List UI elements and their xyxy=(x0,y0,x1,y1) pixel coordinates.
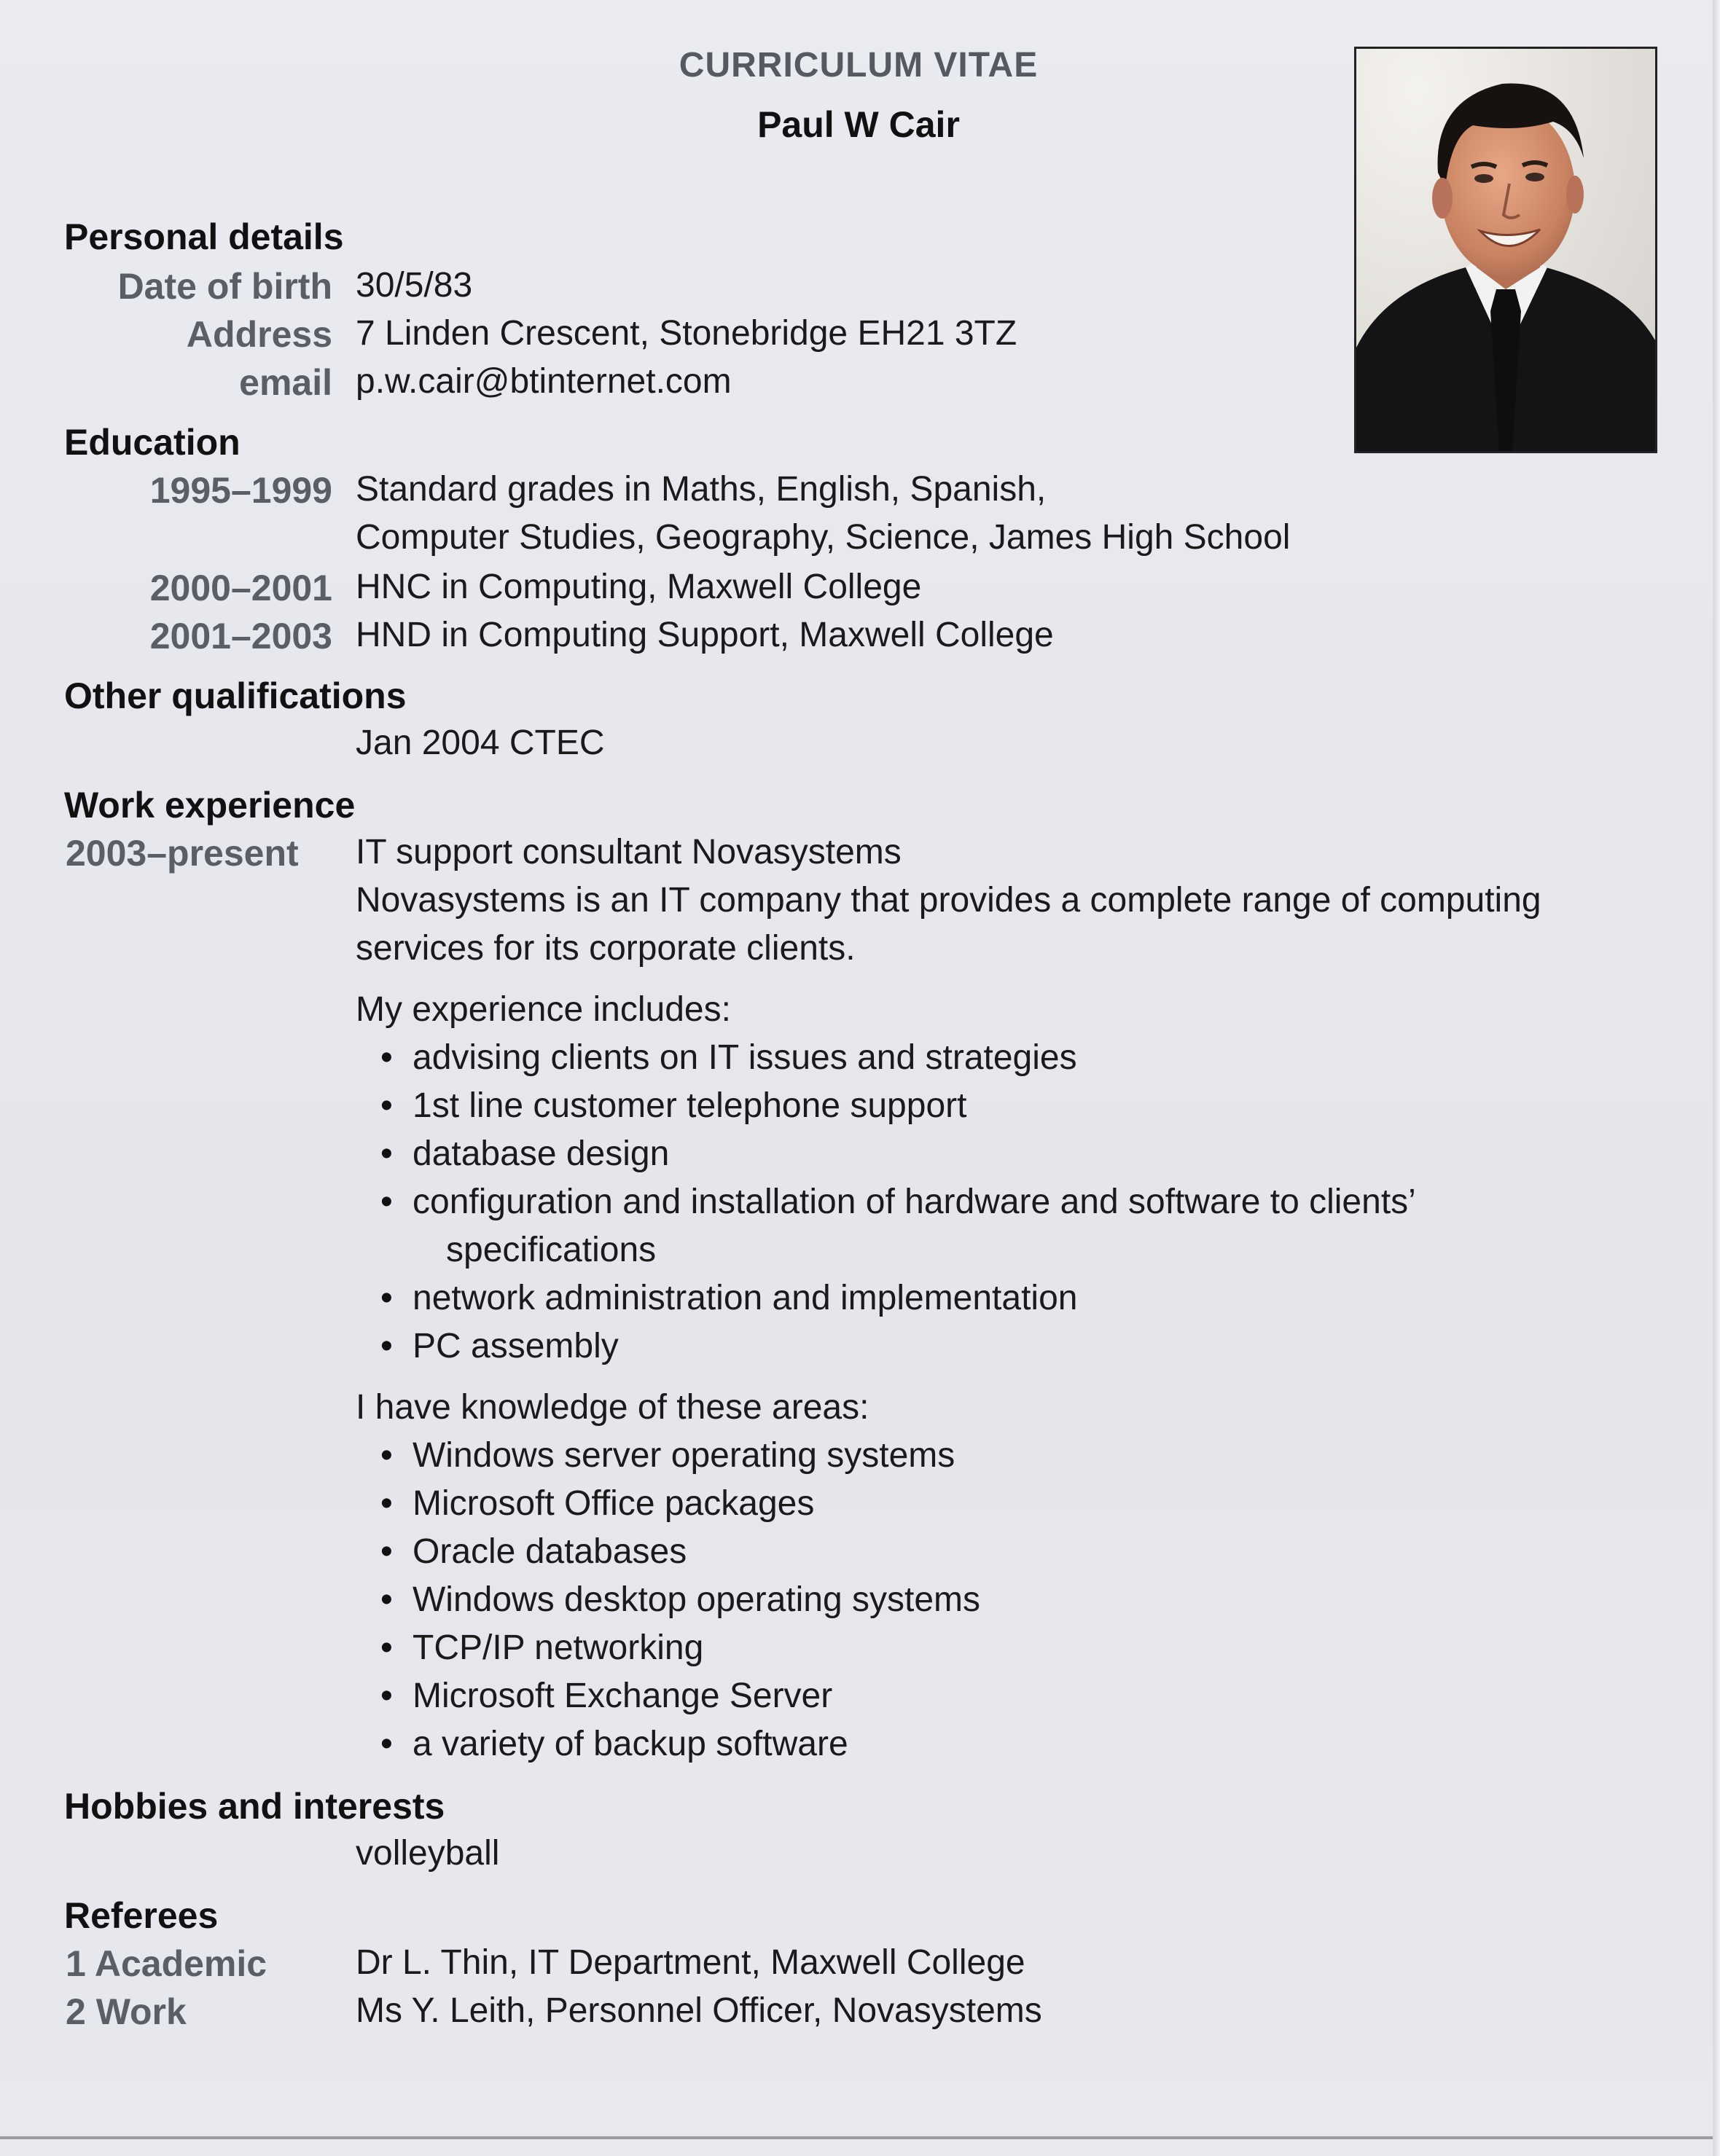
knowledge-item: • Microsoft Exchange Server xyxy=(413,1676,832,1716)
dob-value: 30/5/83 xyxy=(356,266,473,305)
education-entry: HNC in Computing, Maxwell College xyxy=(356,568,922,606)
work-role: IT support consultant Novasystems xyxy=(356,833,902,871)
experience-item-cont: specifications xyxy=(446,1231,657,1269)
work-description-cont: services for its corporate clients. xyxy=(356,929,856,968)
education-entry: HND in Computing Support, Maxwell College xyxy=(356,616,1054,654)
section-education: Education xyxy=(64,422,241,463)
candidate-name: Paul W Cair xyxy=(757,104,960,145)
section-hobbies: Hobbies and interests xyxy=(64,1786,445,1827)
qualification-item: Jan 2004 CTEC xyxy=(356,724,605,762)
section-other-qualifications: Other qualifications xyxy=(64,675,407,716)
education-years: 1995–1999 xyxy=(149,470,332,511)
address-value: 7 Linden Crescent, Stonebridge EH21 3TZ xyxy=(356,314,1017,353)
knowledge-item: • a variety of backup software xyxy=(413,1724,848,1764)
email-label: email xyxy=(239,362,332,403)
experience-item: • network administration and implementation xyxy=(413,1278,1077,1318)
knowledge-intro: I have knowledge of these areas: xyxy=(356,1388,869,1427)
experience-item: • advising clients on IT issues and strategies xyxy=(413,1038,1077,1078)
knowledge-item: • Microsoft Office packages xyxy=(413,1483,814,1524)
referee-label: 2 Work xyxy=(66,1991,187,2032)
experience-item: • database design xyxy=(413,1134,669,1174)
experience-item: • PC assembly xyxy=(413,1326,619,1366)
hobby-item: volleyball xyxy=(356,1834,500,1873)
work-period: 2003–present xyxy=(66,833,299,874)
address-label: Address xyxy=(186,314,332,355)
knowledge-item: • Windows server operating systems xyxy=(413,1435,955,1475)
document-title: CURRICULUM VITAE xyxy=(679,46,1039,85)
knowledge-item: • TCP/IP networking xyxy=(413,1628,703,1668)
experience-intro: My experience includes: xyxy=(356,990,731,1029)
portrait-icon xyxy=(1356,49,1655,451)
bottom-rule xyxy=(0,2136,1720,2139)
knowledge-item: • Windows desktop operating systems xyxy=(413,1580,980,1620)
referee-label: 1 Academic xyxy=(66,1943,267,1984)
education-entry-cont: Computer Studies, Geography, Science, James High School xyxy=(356,518,1291,557)
education-years: 2000–2001 xyxy=(149,568,332,608)
education-years: 2001–2003 xyxy=(149,616,332,656)
dob-label: Date of birth xyxy=(117,266,332,307)
page-edge xyxy=(1713,0,1720,2156)
portrait-photo xyxy=(1354,47,1657,453)
referee-value: Ms Y. Leith, Personnel Officer, Novasystems xyxy=(356,1991,1042,2030)
work-description: Novasystems is an IT company that provides a complete range of computing xyxy=(356,881,1541,920)
referee-value: Dr L. Thin, IT Department, Maxwell College xyxy=(356,1943,1025,1982)
section-personal-details: Personal details xyxy=(64,216,344,257)
experience-item: • configuration and installation of hardware and software to clients’ xyxy=(413,1182,1416,1222)
knowledge-item: • Oracle databases xyxy=(413,1532,687,1572)
section-work-experience: Work experience xyxy=(64,785,356,826)
section-referees: Referees xyxy=(64,1895,219,1936)
experience-item: • 1st line customer telephone support xyxy=(413,1086,966,1126)
email-value: p.w.cair@btinternet.com xyxy=(356,362,732,401)
education-entry: Standard grades in Maths, English, Spanish, xyxy=(356,470,1047,509)
